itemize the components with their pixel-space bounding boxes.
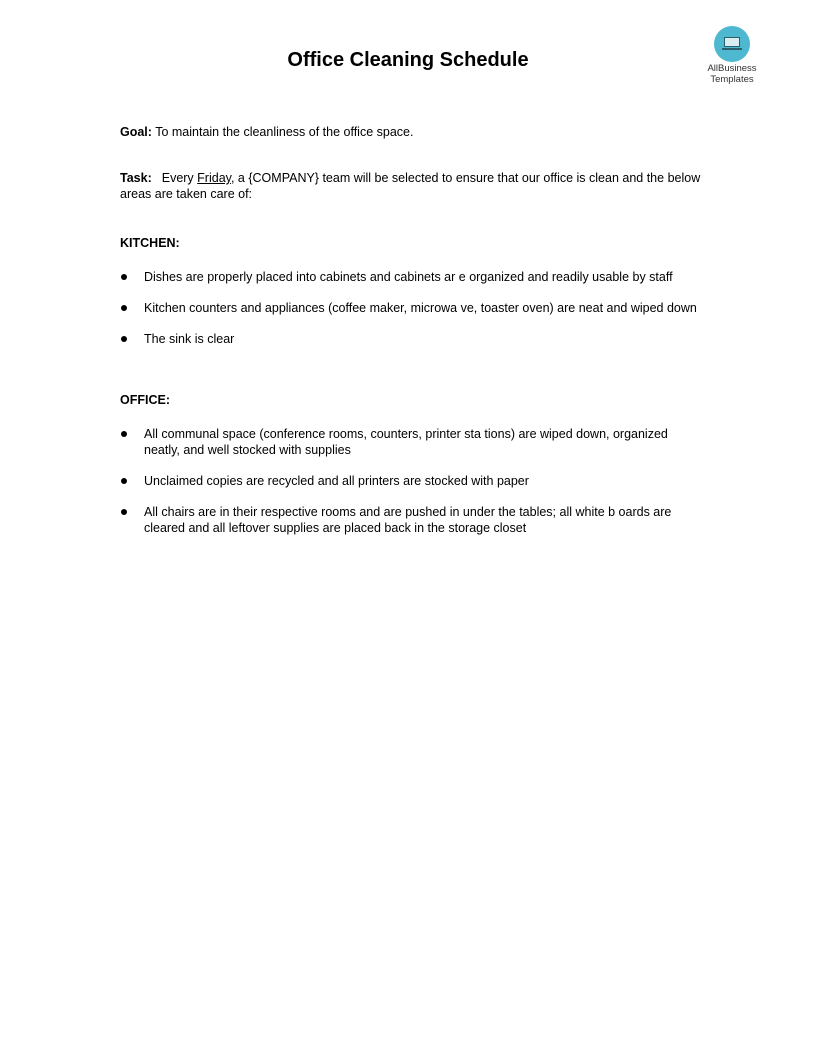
kitchen-heading: KITCHEN: — [120, 236, 180, 250]
task-text-after: , a {COMPANY} team will be selected to ensure that our office is clean and the below areas are taken care of: — [120, 171, 701, 201]
list-item — [120, 300, 705, 316]
bullet-icon — [121, 336, 127, 342]
list-item-text: All chairs are in their respective rooms and are pushed in under the tables; all white b oards are cleared and all leftover supplies are placed back in the storage closet — [144, 505, 672, 535]
list-item — [120, 269, 705, 285]
logo-line-2: Templates — [710, 74, 754, 85]
logo-text — [700, 63, 764, 85]
list-item-text: Dishes are properly placed into cabinets and cabinets ar e organized and readily usable by staff — [144, 270, 673, 284]
logo-line-1: AllBusiness — [707, 63, 757, 74]
bullet-icon — [121, 274, 127, 280]
page-title: Office Cleaning Schedule — [287, 49, 529, 71]
kitchen-section — [120, 235, 705, 347]
goal-paragraph — [120, 124, 705, 140]
office-heading: OFFICE: — [120, 393, 170, 407]
list-item — [120, 504, 705, 536]
kitchen-list — [120, 269, 705, 347]
list-item-text: All communal space (conference rooms, counters, printer sta tions) are wiped down, organized neatly, and well stocked with supplies — [144, 427, 668, 457]
task-label: Task: — [120, 171, 152, 185]
bullet-icon — [121, 305, 127, 311]
list-item — [120, 331, 705, 347]
logo — [700, 26, 764, 85]
office-section — [120, 392, 705, 536]
list-item — [120, 426, 705, 458]
goal-text: To maintain the cleanliness of the office space. — [151, 125, 414, 139]
bullet-icon — [121, 478, 127, 484]
task-paragraph — [120, 170, 705, 202]
task-day: Friday — [197, 171, 231, 185]
list-item — [120, 473, 705, 489]
list-item-text: Kitchen counters and appliances (coffee maker, microwa ve, toaster oven) are neat and wiped down — [144, 301, 697, 315]
list-item-text: Unclaimed copies are recycled and all printers are stocked with paper — [144, 474, 529, 488]
document-body — [120, 124, 705, 551]
laptop-screen — [724, 37, 740, 47]
bullet-icon — [121, 509, 127, 515]
list-item-text: The sink is clear — [144, 332, 235, 346]
office-list — [120, 426, 705, 536]
laptop-base — [722, 48, 742, 50]
laptop-icon — [714, 26, 750, 62]
goal-label: Goal: — [120, 125, 152, 139]
task-text-before: Every — [161, 171, 198, 185]
bullet-icon — [121, 431, 127, 437]
